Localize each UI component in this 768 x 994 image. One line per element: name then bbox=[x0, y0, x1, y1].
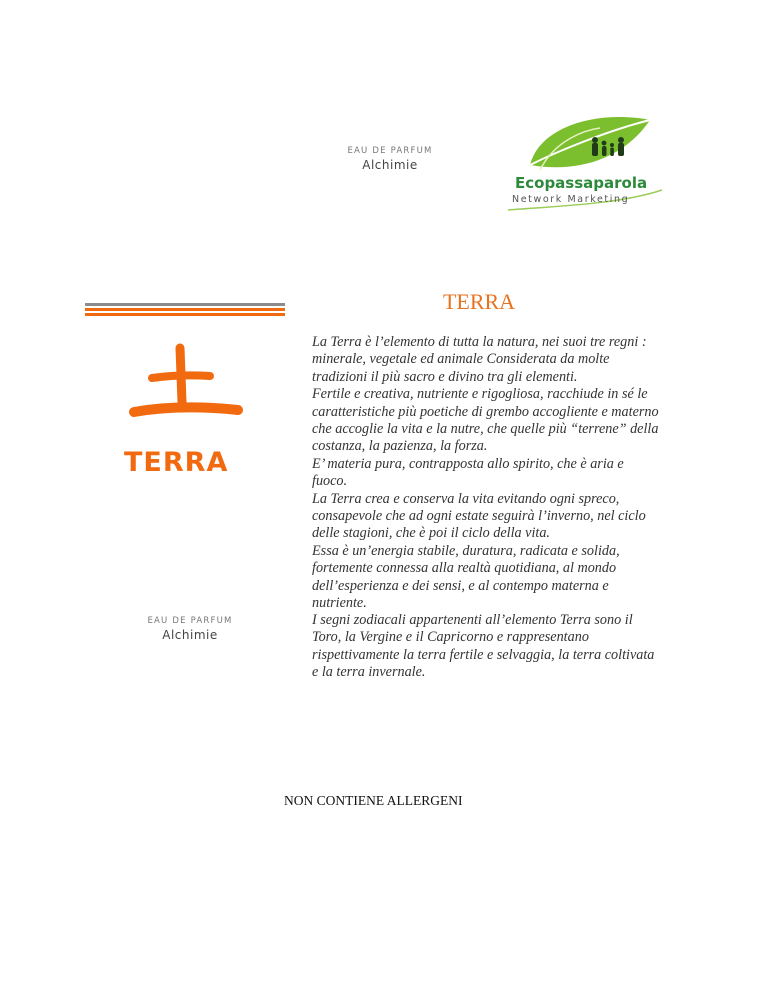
text-line: che accoglie la vita e la nutre, che quelle più “terrene” della bbox=[312, 421, 659, 438]
text-line: caratteristiche più poetiche di grembo accogliente e materno bbox=[312, 403, 659, 420]
text-line: consapevole che ad ogni estate seguirà l’inverno, nel ciclo bbox=[312, 508, 646, 525]
earth-kanji-icon bbox=[120, 340, 250, 430]
text-line: Toro, la Vergine e il Capricorno e rappresentano bbox=[312, 629, 589, 646]
brand-eau-de-parfum: EAU DE PARFUM bbox=[147, 616, 233, 626]
decorative-bars bbox=[85, 303, 285, 318]
text-line: E’ materia pura, contrapposta allo spirito, che è aria e fuoco. bbox=[312, 455, 624, 490]
brand-logo-top bbox=[340, 146, 440, 172]
text-line: La Terra è l’elemento di tutta la natura, nei suoi tre regni : bbox=[312, 334, 647, 350]
logo-subtitle: Network Marketing bbox=[512, 194, 630, 205]
grey-bar bbox=[85, 303, 285, 306]
text-line: Fertile e creativa, nutriente e rigogliosa, racchiude in sé le bbox=[312, 386, 648, 403]
text-line: Essa è un’energia stabile, duratura, radicata e solida, bbox=[312, 542, 620, 559]
text-line: I segni zodiacali appartenenti all’elemento Terra sono il bbox=[312, 612, 633, 628]
text-line: costanza, la pazienza, la forza. bbox=[312, 438, 488, 455]
orange-bar bbox=[85, 308, 285, 311]
text-line: rispettivamente la terra fertile e selvaggia, la terra coltivata bbox=[312, 646, 655, 663]
brand-name: Alchimie bbox=[362, 158, 418, 172]
description-paragraph bbox=[312, 334, 662, 613]
text-line: tradizioni il più sacro e divino tra gli elementi. bbox=[312, 368, 578, 385]
element-label: TERRA bbox=[124, 447, 229, 478]
logo-title: Ecopassaparola bbox=[515, 174, 648, 192]
brand-name: Alchimie bbox=[162, 628, 218, 642]
text-line: La Terra crea e conserva la vita evitando ogni spreco, bbox=[312, 490, 620, 507]
text-line: fortemente connessa alla realtà quotidiana, al mondo bbox=[312, 560, 617, 577]
orange-bar bbox=[85, 313, 285, 316]
brand-eau-de-parfum: EAU DE PARFUM bbox=[347, 146, 433, 156]
page-title: TERRA bbox=[442, 289, 516, 314]
ecopassaparola-logo bbox=[500, 110, 670, 215]
text-line: nutriente. bbox=[312, 595, 367, 612]
text-line: delle stagioni, che è poi il ciclo della vita. bbox=[312, 525, 550, 542]
brand-logo-bottom bbox=[140, 616, 240, 642]
text-line: dell’esperienza e dei sensi, e al contempo materna e bbox=[312, 577, 609, 594]
text-line: minerale, vegetale ed animale Considerata da molte bbox=[312, 351, 610, 368]
text-line: e la terra invernale. bbox=[312, 664, 426, 681]
allergen-note: NON CONTIENE ALLERGENI bbox=[284, 793, 463, 808]
zodiac-paragraph bbox=[312, 612, 662, 682]
